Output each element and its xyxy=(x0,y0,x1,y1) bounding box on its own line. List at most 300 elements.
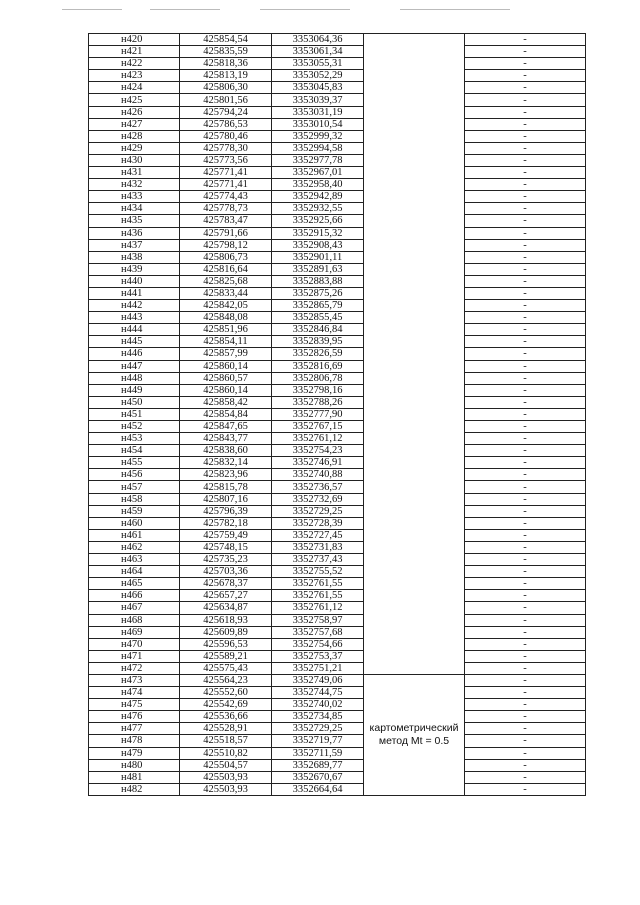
x-coordinate-cell: 425815,78 xyxy=(180,481,272,493)
error-cell: - xyxy=(465,203,586,215)
x-coordinate-cell: 425823,96 xyxy=(180,469,272,481)
table-row xyxy=(89,687,586,699)
table-row xyxy=(89,590,586,602)
y-coordinate-cell: 3352761,12 xyxy=(272,602,364,614)
table-row xyxy=(89,638,586,650)
error-cell: - xyxy=(465,215,586,227)
x-coordinate-cell: 425771,41 xyxy=(180,179,272,191)
table-row xyxy=(89,614,586,626)
error-cell: - xyxy=(465,94,586,106)
x-coordinate-cell: 425503,93 xyxy=(180,783,272,795)
y-coordinate-cell: 3353031,19 xyxy=(272,106,364,118)
error-cell: - xyxy=(465,517,586,529)
table-row xyxy=(89,759,586,771)
table-row xyxy=(89,58,586,70)
x-coordinate-cell: 425748,15 xyxy=(180,541,272,553)
y-coordinate-cell: 3352757,68 xyxy=(272,626,364,638)
point-id-cell: н457 xyxy=(89,481,180,493)
x-coordinate-cell: 425818,36 xyxy=(180,58,272,70)
error-cell: - xyxy=(465,130,586,142)
y-coordinate-cell: 3352908,43 xyxy=(272,239,364,251)
y-coordinate-cell: 3352753,37 xyxy=(272,650,364,662)
table-row xyxy=(89,626,586,638)
y-coordinate-cell: 3352728,39 xyxy=(272,517,364,529)
point-id-cell: н459 xyxy=(89,505,180,517)
error-cell: - xyxy=(465,735,586,747)
error-cell: - xyxy=(465,747,586,759)
y-coordinate-cell: 3353061,34 xyxy=(272,46,364,58)
point-id-cell: н456 xyxy=(89,469,180,481)
error-cell: - xyxy=(465,493,586,505)
error-cell: - xyxy=(465,723,586,735)
y-coordinate-cell: 3352994,58 xyxy=(272,142,364,154)
y-coordinate-cell: 3352999,32 xyxy=(272,130,364,142)
table-row xyxy=(89,602,586,614)
error-cell: - xyxy=(465,408,586,420)
scan-artifact-line xyxy=(260,9,350,10)
error-cell: - xyxy=(465,191,586,203)
x-coordinate-cell: 425854,84 xyxy=(180,408,272,420)
x-coordinate-cell: 425504,57 xyxy=(180,759,272,771)
table-row xyxy=(89,360,586,372)
x-coordinate-cell: 425778,73 xyxy=(180,203,272,215)
point-id-cell: н428 xyxy=(89,130,180,142)
y-coordinate-cell: 3352740,88 xyxy=(272,469,364,481)
error-cell: - xyxy=(465,300,586,312)
error-cell: - xyxy=(465,287,586,299)
y-coordinate-cell: 3352798,16 xyxy=(272,384,364,396)
error-cell: - xyxy=(465,154,586,166)
point-id-cell: н442 xyxy=(89,300,180,312)
x-coordinate-cell: 425835,59 xyxy=(180,46,272,58)
error-cell: - xyxy=(465,312,586,324)
point-id-cell: н443 xyxy=(89,312,180,324)
y-coordinate-cell: 3352806,78 xyxy=(272,372,364,384)
x-coordinate-cell: 425860,57 xyxy=(180,372,272,384)
y-coordinate-cell: 3352901,11 xyxy=(272,251,364,263)
point-id-cell: н453 xyxy=(89,433,180,445)
x-coordinate-cell: 425786,53 xyxy=(180,118,272,130)
point-id-cell: н458 xyxy=(89,493,180,505)
point-id-cell: н441 xyxy=(89,287,180,299)
error-cell: - xyxy=(465,348,586,360)
table-row xyxy=(89,167,586,179)
point-id-cell: н438 xyxy=(89,251,180,263)
point-id-cell: н440 xyxy=(89,275,180,287)
x-coordinate-cell: 425589,21 xyxy=(180,650,272,662)
x-coordinate-cell: 425860,14 xyxy=(180,384,272,396)
error-cell: - xyxy=(465,360,586,372)
error-cell: - xyxy=(465,469,586,481)
y-coordinate-cell: 3352751,21 xyxy=(272,662,364,674)
x-coordinate-cell: 425510,82 xyxy=(180,747,272,759)
point-id-cell: н470 xyxy=(89,638,180,650)
table-row xyxy=(89,215,586,227)
point-id-cell: н429 xyxy=(89,142,180,154)
table-row xyxy=(89,82,586,94)
y-coordinate-cell: 3353064,36 xyxy=(272,34,364,46)
point-id-cell: н450 xyxy=(89,396,180,408)
x-coordinate-cell: 425798,12 xyxy=(180,239,272,251)
table-row xyxy=(89,203,586,215)
scan-artifact-line xyxy=(400,9,510,10)
point-id-cell: н469 xyxy=(89,626,180,638)
x-coordinate-cell: 425796,39 xyxy=(180,505,272,517)
error-cell: - xyxy=(465,58,586,70)
y-coordinate-cell: 3352711,59 xyxy=(272,747,364,759)
point-id-cell: н448 xyxy=(89,372,180,384)
error-cell: - xyxy=(465,554,586,566)
table-row xyxy=(89,324,586,336)
y-coordinate-cell: 3352732,69 xyxy=(272,493,364,505)
table-row xyxy=(89,493,586,505)
y-coordinate-cell: 3352846,84 xyxy=(272,324,364,336)
y-coordinate-cell: 3353045,83 xyxy=(272,82,364,94)
y-coordinate-cell: 3352758,97 xyxy=(272,614,364,626)
x-coordinate-cell: 425833,44 xyxy=(180,287,272,299)
y-coordinate-cell: 3352883,88 xyxy=(272,275,364,287)
x-coordinate-cell: 425832,14 xyxy=(180,457,272,469)
method-note: картометрический метод Mt = 0.5 xyxy=(369,721,459,747)
x-coordinate-cell: 425813,19 xyxy=(180,70,272,82)
point-id-cell: н445 xyxy=(89,336,180,348)
y-coordinate-cell: 3352761,55 xyxy=(272,590,364,602)
y-coordinate-cell: 3352967,01 xyxy=(272,167,364,179)
error-cell: - xyxy=(465,566,586,578)
table-row xyxy=(89,505,586,517)
table-row xyxy=(89,70,586,82)
coordinates-table-body xyxy=(89,34,586,796)
x-coordinate-cell: 425816,64 xyxy=(180,263,272,275)
point-id-cell: н474 xyxy=(89,687,180,699)
table-row xyxy=(89,372,586,384)
table-row xyxy=(89,287,586,299)
x-coordinate-cell: 425794,24 xyxy=(180,106,272,118)
x-coordinate-cell: 425851,96 xyxy=(180,324,272,336)
error-cell: - xyxy=(465,433,586,445)
y-coordinate-cell: 3352932,55 xyxy=(272,203,364,215)
table-row xyxy=(89,735,586,747)
point-id-cell: н430 xyxy=(89,154,180,166)
error-cell: - xyxy=(465,372,586,384)
point-id-cell: н454 xyxy=(89,445,180,457)
x-coordinate-cell: 425857,99 xyxy=(180,348,272,360)
error-cell: - xyxy=(465,662,586,674)
error-cell: - xyxy=(465,505,586,517)
x-coordinate-cell: 425807,16 xyxy=(180,493,272,505)
point-id-cell: н444 xyxy=(89,324,180,336)
point-id-cell: н434 xyxy=(89,203,180,215)
y-coordinate-cell: 3352761,12 xyxy=(272,433,364,445)
x-coordinate-cell: 425657,27 xyxy=(180,590,272,602)
table-row xyxy=(89,723,586,735)
table-row xyxy=(89,650,586,662)
y-coordinate-cell: 3352761,55 xyxy=(272,578,364,590)
table-row xyxy=(89,457,586,469)
x-coordinate-cell: 425847,65 xyxy=(180,421,272,433)
table-row xyxy=(89,783,586,795)
point-id-cell: н447 xyxy=(89,360,180,372)
y-coordinate-cell: 3352816,69 xyxy=(272,360,364,372)
y-coordinate-cell: 3352670,67 xyxy=(272,771,364,783)
x-coordinate-cell: 425778,30 xyxy=(180,142,272,154)
method-cell-empty xyxy=(364,34,465,675)
error-cell: - xyxy=(465,82,586,94)
y-coordinate-cell: 3352754,66 xyxy=(272,638,364,650)
y-coordinate-cell: 3352942,89 xyxy=(272,191,364,203)
error-cell: - xyxy=(465,529,586,541)
x-coordinate-cell: 425783,47 xyxy=(180,215,272,227)
y-coordinate-cell: 3352875,26 xyxy=(272,287,364,299)
y-coordinate-cell: 3352689,77 xyxy=(272,759,364,771)
table-row xyxy=(89,300,586,312)
scan-artifact-line xyxy=(150,9,220,10)
point-id-cell: н420 xyxy=(89,34,180,46)
y-coordinate-cell: 3352855,45 xyxy=(272,312,364,324)
table-row xyxy=(89,118,586,130)
table-row xyxy=(89,227,586,239)
table-row xyxy=(89,699,586,711)
point-id-cell: н424 xyxy=(89,82,180,94)
x-coordinate-cell: 425773,56 xyxy=(180,154,272,166)
y-coordinate-cell: 3353052,29 xyxy=(272,70,364,82)
point-id-cell: н435 xyxy=(89,215,180,227)
y-coordinate-cell: 3352915,32 xyxy=(272,227,364,239)
y-coordinate-cell: 3352777,90 xyxy=(272,408,364,420)
x-coordinate-cell: 425806,30 xyxy=(180,82,272,94)
x-coordinate-cell: 425782,18 xyxy=(180,517,272,529)
table-row xyxy=(89,541,586,553)
error-cell: - xyxy=(465,626,586,638)
point-id-cell: н437 xyxy=(89,239,180,251)
error-cell: - xyxy=(465,106,586,118)
table-row xyxy=(89,312,586,324)
error-cell: - xyxy=(465,251,586,263)
error-cell: - xyxy=(465,34,586,46)
error-cell: - xyxy=(465,421,586,433)
point-id-cell: н472 xyxy=(89,662,180,674)
point-id-cell: н432 xyxy=(89,179,180,191)
point-id-cell: н478 xyxy=(89,735,180,747)
point-id-cell: н468 xyxy=(89,614,180,626)
x-coordinate-cell: 425518,57 xyxy=(180,735,272,747)
table-row xyxy=(89,529,586,541)
point-id-cell: н431 xyxy=(89,167,180,179)
y-coordinate-cell: 3352729,25 xyxy=(272,723,364,735)
table-row xyxy=(89,554,586,566)
point-id-cell: н449 xyxy=(89,384,180,396)
y-coordinate-cell: 3352839,95 xyxy=(272,336,364,348)
table-row xyxy=(89,566,586,578)
table-row xyxy=(89,191,586,203)
table-row xyxy=(89,154,586,166)
table-row xyxy=(89,94,586,106)
method-cell xyxy=(364,674,465,795)
x-coordinate-cell: 425860,14 xyxy=(180,360,272,372)
table-row xyxy=(89,517,586,529)
table-row xyxy=(89,433,586,445)
y-coordinate-cell: 3352958,40 xyxy=(272,179,364,191)
point-id-cell: н439 xyxy=(89,263,180,275)
x-coordinate-cell: 425842,05 xyxy=(180,300,272,312)
table-row xyxy=(89,106,586,118)
x-coordinate-cell: 425735,23 xyxy=(180,554,272,566)
table-row xyxy=(89,674,586,686)
x-coordinate-cell: 425596,53 xyxy=(180,638,272,650)
error-cell: - xyxy=(465,699,586,711)
error-cell: - xyxy=(465,711,586,723)
y-coordinate-cell: 3352737,43 xyxy=(272,554,364,566)
x-coordinate-cell: 425618,93 xyxy=(180,614,272,626)
table-row xyxy=(89,469,586,481)
error-cell: - xyxy=(465,541,586,553)
y-coordinate-cell: 3352891,63 xyxy=(272,263,364,275)
x-coordinate-cell: 425774,43 xyxy=(180,191,272,203)
x-coordinate-cell: 425843,77 xyxy=(180,433,272,445)
point-id-cell: н471 xyxy=(89,650,180,662)
table-row xyxy=(89,348,586,360)
error-cell: - xyxy=(465,674,586,686)
y-coordinate-cell: 3352865,79 xyxy=(272,300,364,312)
x-coordinate-cell: 425854,54 xyxy=(180,34,272,46)
point-id-cell: н473 xyxy=(89,674,180,686)
point-id-cell: н421 xyxy=(89,46,180,58)
point-id-cell: н467 xyxy=(89,602,180,614)
y-coordinate-cell: 3352736,57 xyxy=(272,481,364,493)
y-coordinate-cell: 3352729,25 xyxy=(272,505,364,517)
error-cell: - xyxy=(465,46,586,58)
error-cell: - xyxy=(465,118,586,130)
point-id-cell: н446 xyxy=(89,348,180,360)
table-row xyxy=(89,34,586,46)
error-cell: - xyxy=(465,650,586,662)
table-row xyxy=(89,662,586,674)
error-cell: - xyxy=(465,239,586,251)
y-coordinate-cell: 3353039,37 xyxy=(272,94,364,106)
table-row xyxy=(89,130,586,142)
y-coordinate-cell: 3352734,85 xyxy=(272,711,364,723)
x-coordinate-cell: 425564,23 xyxy=(180,674,272,686)
error-cell: - xyxy=(465,445,586,457)
y-coordinate-cell: 3353055,31 xyxy=(272,58,364,70)
table-row xyxy=(89,408,586,420)
x-coordinate-cell: 425780,46 xyxy=(180,130,272,142)
error-cell: - xyxy=(465,263,586,275)
table-row xyxy=(89,46,586,58)
table-row xyxy=(89,396,586,408)
x-coordinate-cell: 425771,41 xyxy=(180,167,272,179)
error-cell: - xyxy=(465,179,586,191)
coordinates-table xyxy=(88,33,586,796)
error-cell: - xyxy=(465,481,586,493)
x-coordinate-cell: 425536,66 xyxy=(180,711,272,723)
table-row xyxy=(89,384,586,396)
point-id-cell: н433 xyxy=(89,191,180,203)
y-coordinate-cell: 3352664,64 xyxy=(272,783,364,795)
y-coordinate-cell: 3352826,59 xyxy=(272,348,364,360)
point-id-cell: н477 xyxy=(89,723,180,735)
point-id-cell: н481 xyxy=(89,771,180,783)
point-id-cell: н465 xyxy=(89,578,180,590)
y-coordinate-cell: 3352746,91 xyxy=(272,457,364,469)
error-cell: - xyxy=(465,578,586,590)
point-id-cell: н462 xyxy=(89,541,180,553)
point-id-cell: н476 xyxy=(89,711,180,723)
y-coordinate-cell: 3352755,52 xyxy=(272,566,364,578)
x-coordinate-cell: 425848,08 xyxy=(180,312,272,324)
table-row xyxy=(89,747,586,759)
table-row xyxy=(89,445,586,457)
x-coordinate-cell: 425806,73 xyxy=(180,251,272,263)
table-row xyxy=(89,711,586,723)
y-coordinate-cell: 3352925,66 xyxy=(272,215,364,227)
error-cell: - xyxy=(465,771,586,783)
x-coordinate-cell: 425678,37 xyxy=(180,578,272,590)
x-coordinate-cell: 425528,91 xyxy=(180,723,272,735)
table-row xyxy=(89,771,586,783)
point-id-cell: н479 xyxy=(89,747,180,759)
point-id-cell: н427 xyxy=(89,118,180,130)
error-cell: - xyxy=(465,142,586,154)
error-cell: - xyxy=(465,590,586,602)
point-id-cell: н466 xyxy=(89,590,180,602)
table-row xyxy=(89,481,586,493)
table-row xyxy=(89,251,586,263)
error-cell: - xyxy=(465,70,586,82)
y-coordinate-cell: 3352767,15 xyxy=(272,421,364,433)
x-coordinate-cell: 425825,68 xyxy=(180,275,272,287)
error-cell: - xyxy=(465,638,586,650)
error-cell: - xyxy=(465,336,586,348)
x-coordinate-cell: 425634,87 xyxy=(180,602,272,614)
table-row xyxy=(89,275,586,287)
scan-artifact-line xyxy=(62,9,122,10)
error-cell: - xyxy=(465,384,586,396)
error-cell: - xyxy=(465,759,586,771)
point-id-cell: н463 xyxy=(89,554,180,566)
x-coordinate-cell: 425609,89 xyxy=(180,626,272,638)
error-cell: - xyxy=(465,614,586,626)
error-cell: - xyxy=(465,457,586,469)
table-row xyxy=(89,179,586,191)
point-id-cell: н452 xyxy=(89,421,180,433)
x-coordinate-cell: 425703,36 xyxy=(180,566,272,578)
y-coordinate-cell: 3352731,83 xyxy=(272,541,364,553)
y-coordinate-cell: 3352740,02 xyxy=(272,699,364,711)
point-id-cell: н451 xyxy=(89,408,180,420)
y-coordinate-cell: 3353010,54 xyxy=(272,118,364,130)
table-row xyxy=(89,263,586,275)
table-row xyxy=(89,239,586,251)
y-coordinate-cell: 3352727,45 xyxy=(272,529,364,541)
error-cell: - xyxy=(465,167,586,179)
y-coordinate-cell: 3352719,77 xyxy=(272,735,364,747)
point-id-cell: н425 xyxy=(89,94,180,106)
error-cell: - xyxy=(465,324,586,336)
point-id-cell: н455 xyxy=(89,457,180,469)
point-id-cell: н422 xyxy=(89,58,180,70)
x-coordinate-cell: 425542,69 xyxy=(180,699,272,711)
table-row xyxy=(89,578,586,590)
point-id-cell: н426 xyxy=(89,106,180,118)
x-coordinate-cell: 425759,49 xyxy=(180,529,272,541)
x-coordinate-cell: 425854,11 xyxy=(180,336,272,348)
point-id-cell: н460 xyxy=(89,517,180,529)
x-coordinate-cell: 425552,60 xyxy=(180,687,272,699)
error-cell: - xyxy=(465,396,586,408)
error-cell: - xyxy=(465,687,586,699)
x-coordinate-cell: 425791,66 xyxy=(180,227,272,239)
